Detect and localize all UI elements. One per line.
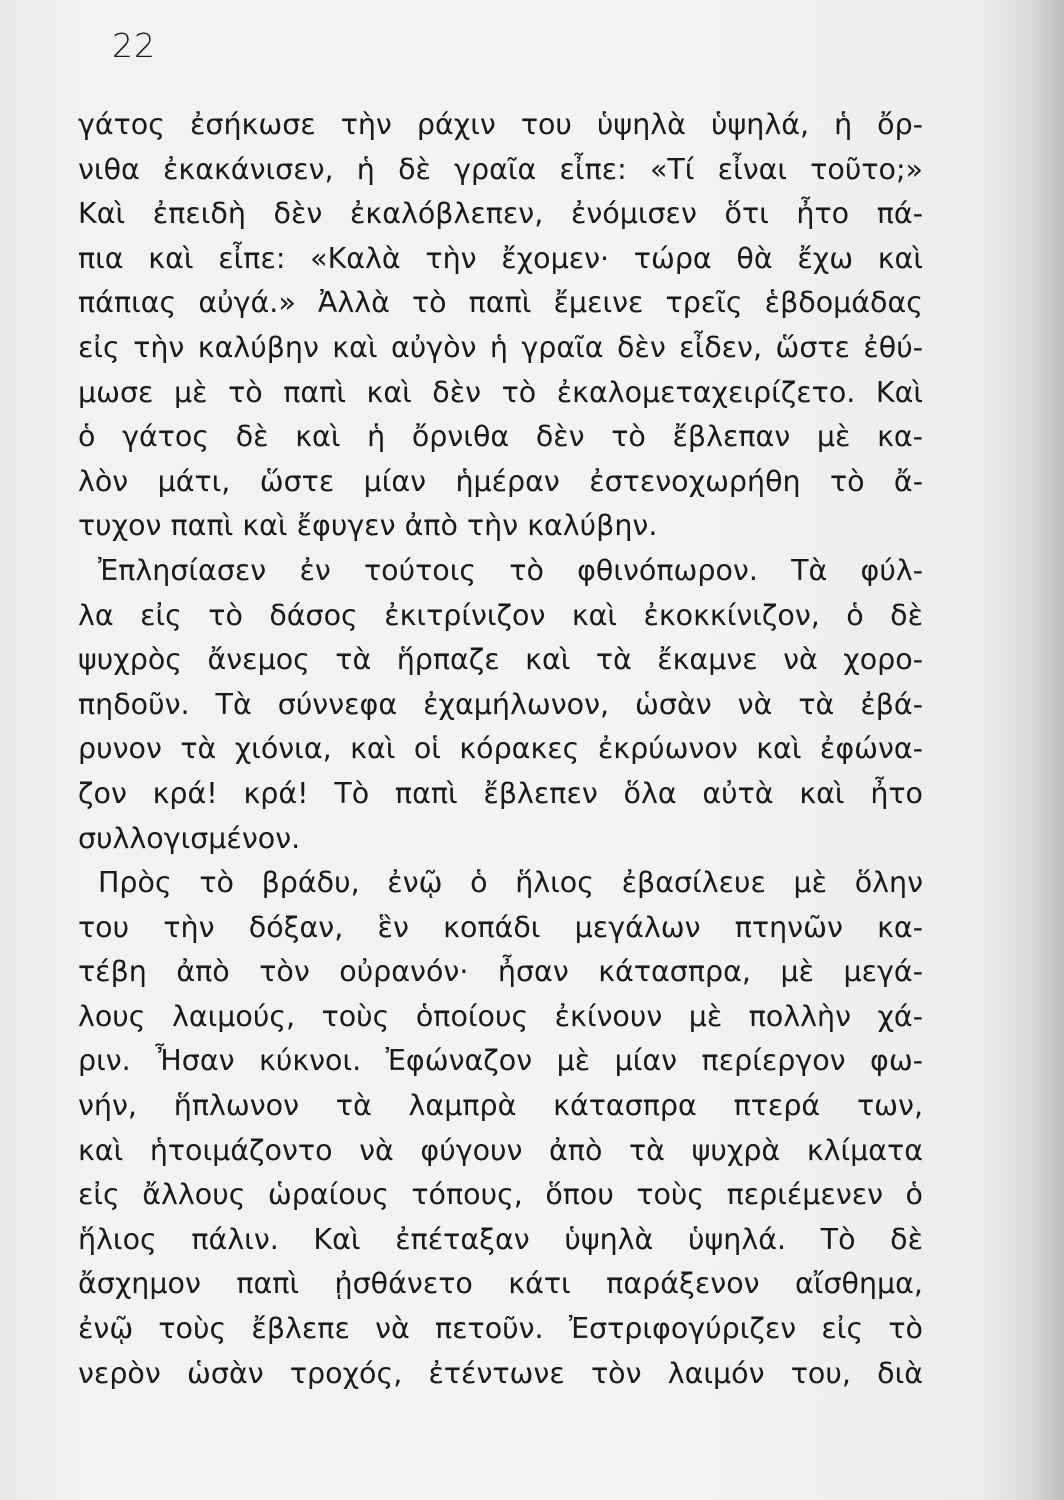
text-line: ρυνον τὰ χιόνια, καὶ οἱ κόρακες ἐκρύωνον καὶ ἐφώνα-	[78, 732, 923, 766]
text-line: πάπιας αὐγά.» Ἀλλὰ τὸ παπὶ ἔμεινε τρεῖς ἑβδομάδας	[78, 286, 923, 320]
text-line: νιθα ἐκακάνισεν, ἡ δὲ γραῖα εἶπε: «Τί εἶναι τοῦτο;»	[78, 152, 923, 186]
text-line: τέβη ἀπὸ τὸν οὐρανόν· ἦσαν κάτασπρα, μὲ μεγά-	[78, 955, 923, 989]
text-line: πια καὶ εἶπε: «Καλὰ τὴν ἔχομεν· τώρα θὰ ἔχω καὶ	[78, 241, 923, 275]
text-line: νήν, ἥπλωνον τὰ λαμπρὰ κάτασπρα πτερά των,	[78, 1089, 923, 1123]
text-line: λα εἰς τὸ δάσος ἐκιτρίνιζον καὶ ἐκοκκίνιζον, ὁ δὲ	[78, 598, 923, 632]
text-line: πηδοῦν. Τὰ σύννεφα ἐχαμήλωνον, ὡσὰν νὰ τὰ ἐβά-	[78, 687, 923, 721]
page-number: 22	[112, 26, 156, 65]
text-line: εἰς τὴν καλύβην καὶ αὐγὸν ἡ γραῖα δὲν εἶδεν, ὥστε ἐθύ-	[78, 330, 923, 364]
text-line: ἥλιος πάλιν. Καὶ ἐπέταξαν ὑψηλὰ ὑψηλά. Τὸ δὲ	[78, 1222, 923, 1256]
text-line: ἐνῷ τοὺς ἔβλεπε νὰ πετοῦν. Ἐστριφογύριζεν εἰς τὸ	[78, 1312, 923, 1346]
text-line: νερὸν ὡσὰν τροχός, ἐτέντωνε τὸν λαιμόν του, διὰ	[78, 1356, 923, 1390]
text-line: ζον κρά! κρά! Τὸ παπὶ ἔβλεπεν ὅλα αὐτὰ καὶ ἦτο	[78, 776, 923, 810]
text-line: ριν. Ἦσαν κύκνοι. Ἐφώναζον μὲ μίαν περίεργον φω-	[78, 1044, 923, 1078]
text-line: ἄσχημον παπὶ ᾐσθάνετο κάτι παράξενον αἴσθημα,	[78, 1267, 923, 1301]
text-line: λὸν μάτι, ὥστε μίαν ἡμέραν ἐστενοχωρήθη τὸ ἄ-	[78, 464, 923, 498]
text-line: Πρὸς τὸ βράδυ, ἐνῷ ὁ ἥλιος ἐβασίλευε μὲ ὅλην	[98, 866, 923, 900]
text-line: εἰς ἄλλους ὡραίους τόπους, ὅπου τοὺς περιέμενεν ὁ	[78, 1178, 923, 1212]
text-line: Καὶ ἐπειδὴ δὲν ἐκαλόβλεπεν, ἐνόμισεν ὅτι ἦτο πά-	[78, 197, 923, 231]
text-line: ὁ γάτος δὲ καὶ ἡ ὄρνιθα δὲν τὸ ἔβλεπαν μὲ κα-	[78, 420, 923, 454]
text-line: ψυχρὸς ἄνεμος τὰ ἥρπαζε καὶ τὰ ἔκαμνε νὰ χορο-	[78, 643, 923, 677]
text-line: μωσε μὲ τὸ παπὶ καὶ δὲν τὸ ἐκαλομεταχειρίζετο. Καὶ	[78, 375, 923, 409]
text-line: τυχον παπὶ καὶ ἔφυγεν ἀπὸ τὴν καλύβην.	[78, 509, 658, 543]
text-line: συλλογισμένον.	[78, 821, 301, 855]
text-line: Ἐπλησίασεν ἐν τούτοις τὸ φθινόπωρον. Τὰ φύλ-	[98, 553, 923, 587]
body-text	[78, 103, 923, 1396]
text-line: του τὴν δόξαν, ἓν κοπάδι μεγάλων πτηνῶν κα-	[78, 910, 923, 944]
text-line: καὶ ἡτοιμάζοντο νὰ φύγουν ἀπὸ τὰ ψυχρὰ κλίματα	[78, 1133, 923, 1167]
text-line: γάτος ἐσήκωσε τὴν ράχιν του ὑψηλὰ ὑψηλά, ἡ ὄρ-	[78, 108, 923, 141]
text-line: λους λαιμούς, τοὺς ὁποίους ἐκίνουν μὲ πολλὴν χά-	[78, 999, 923, 1033]
